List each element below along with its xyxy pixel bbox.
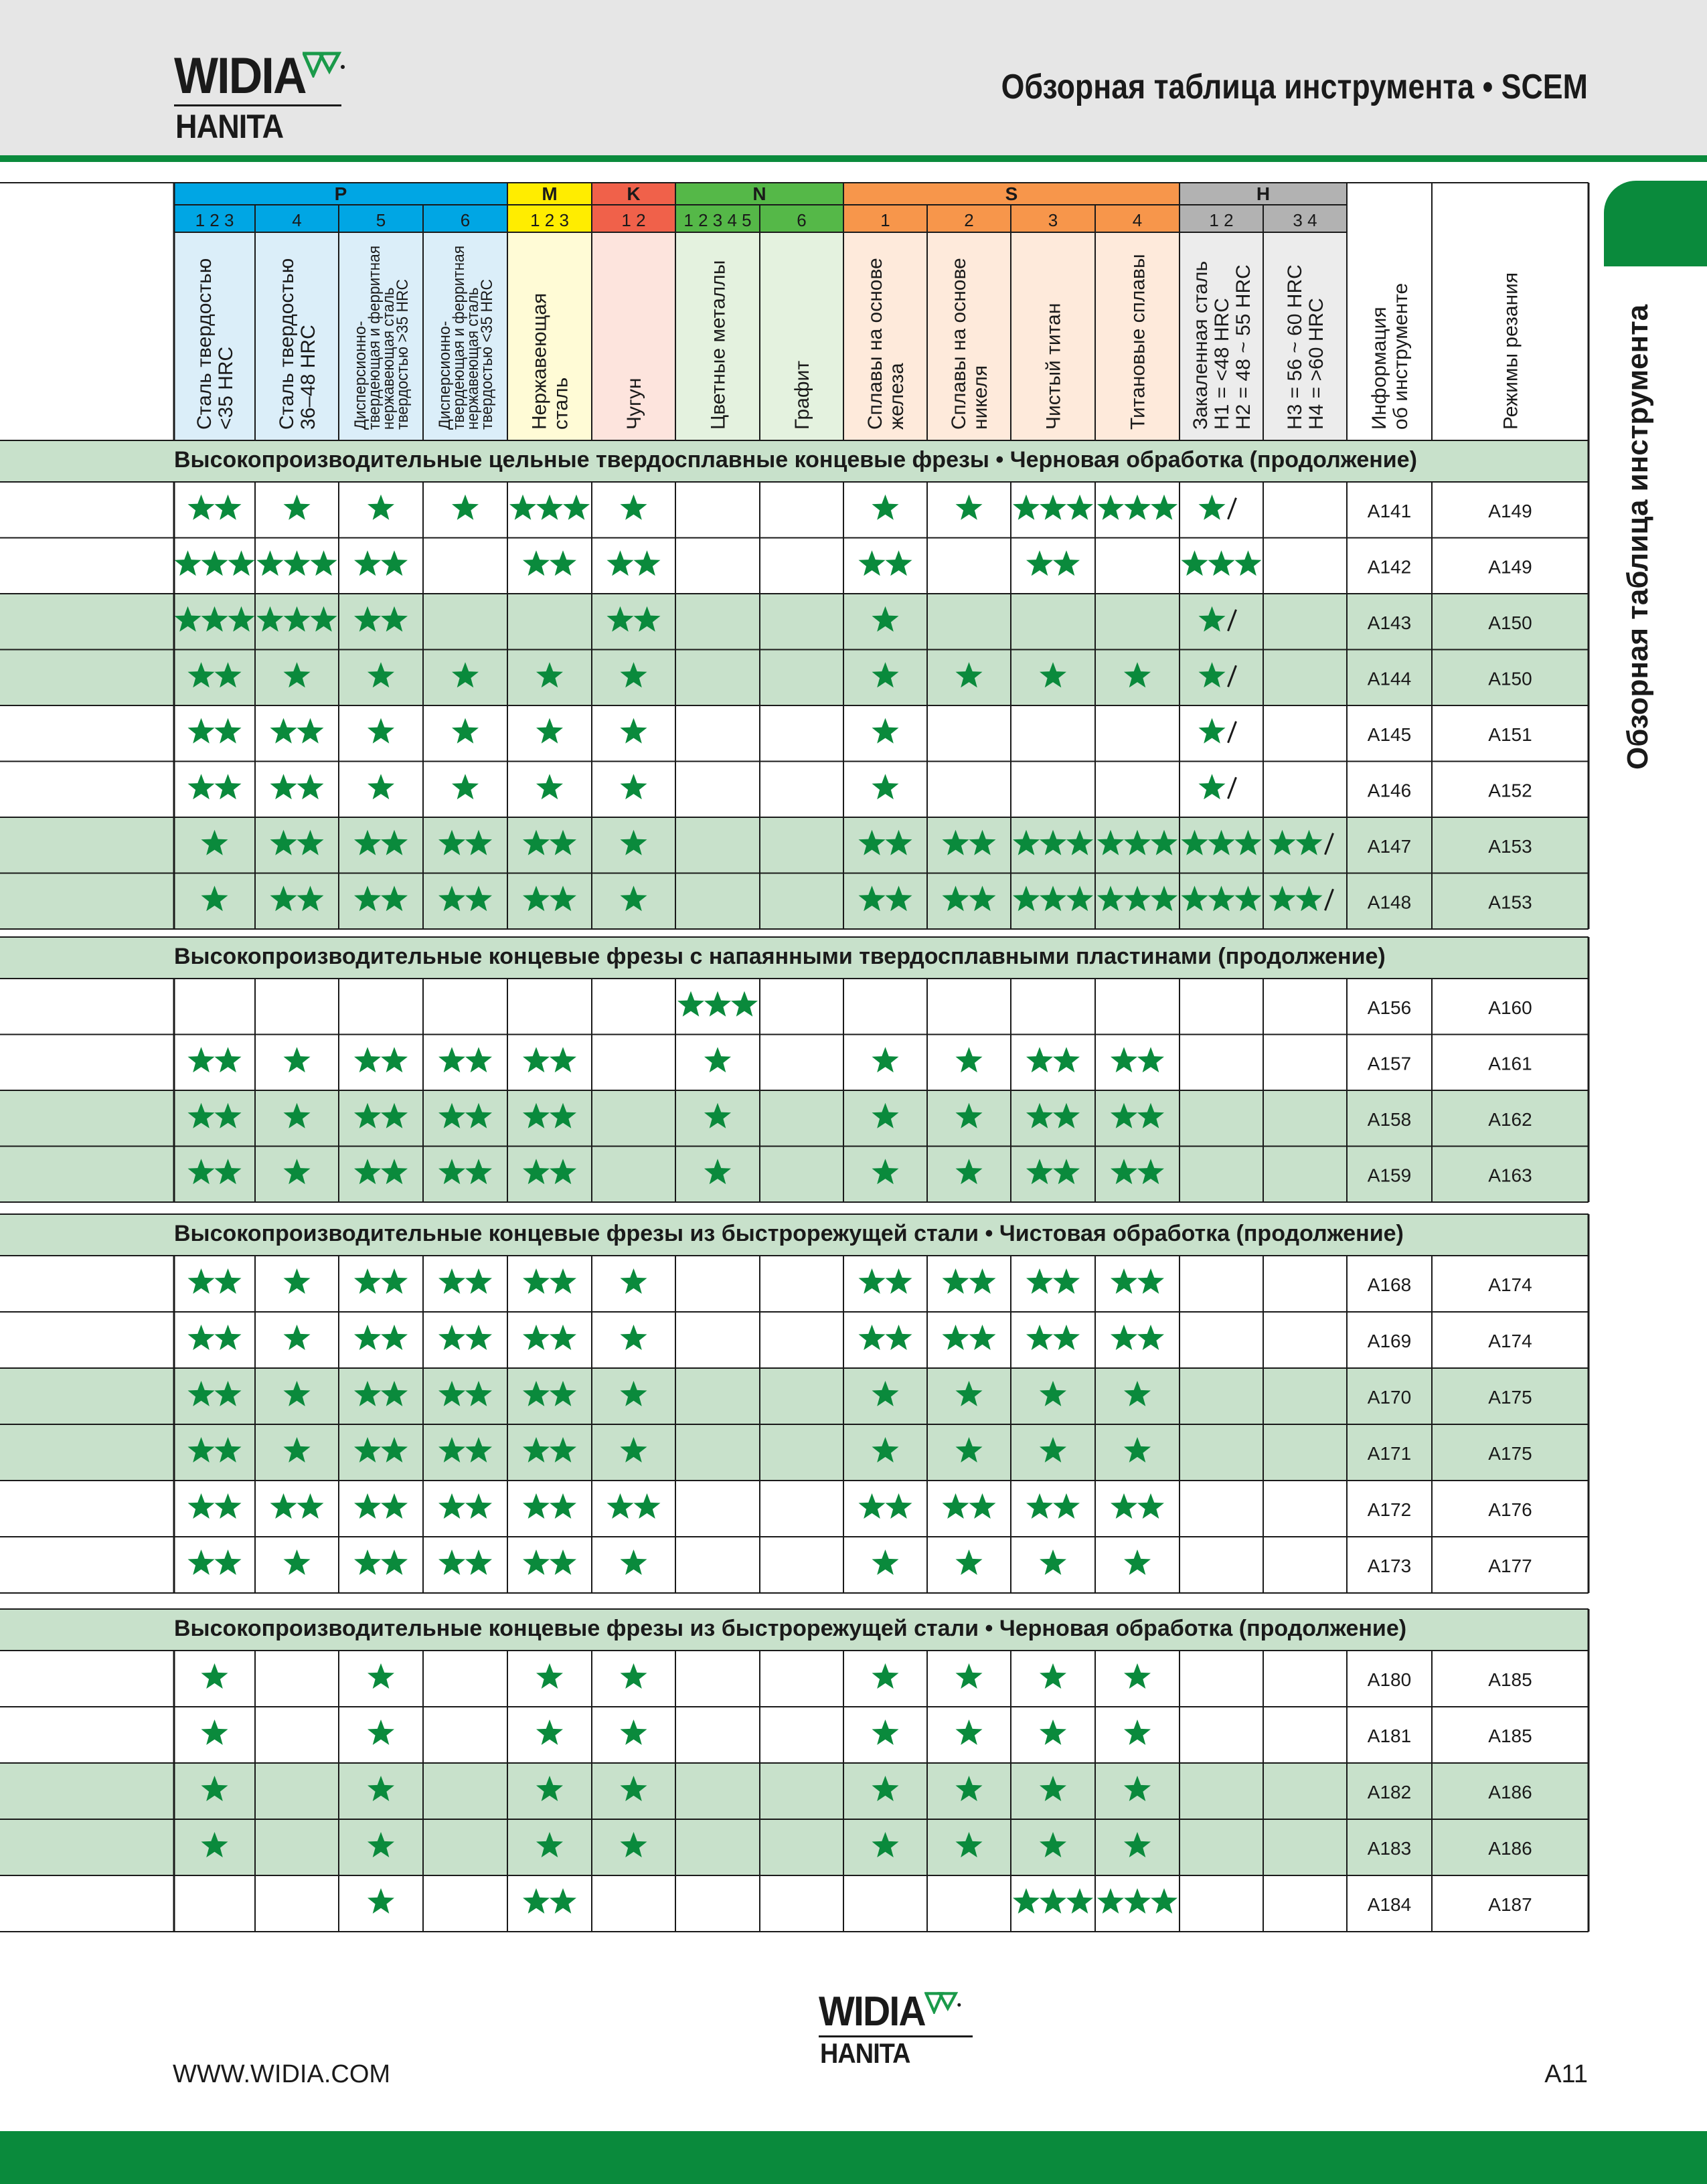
rating-star bbox=[621, 1325, 647, 1350]
cutting-data-ref: A174 bbox=[1488, 1274, 1532, 1295]
rating-star bbox=[175, 550, 201, 576]
group-label-K: K bbox=[627, 183, 641, 204]
rating-star bbox=[297, 774, 324, 799]
rating-star bbox=[536, 495, 563, 520]
rating-star bbox=[1040, 1549, 1066, 1575]
column-header-text: Закаленная сталь bbox=[1190, 260, 1212, 430]
rating-star bbox=[438, 1493, 465, 1519]
column-header-text: железа bbox=[886, 363, 908, 430]
rating-star bbox=[381, 1047, 408, 1072]
cutting-data-ref: A177 bbox=[1488, 1556, 1532, 1576]
rating-star bbox=[550, 1888, 576, 1914]
rating-star bbox=[621, 718, 647, 744]
rating-star bbox=[1026, 1325, 1053, 1350]
table-row-shade bbox=[0, 1090, 1589, 1147]
rating-star bbox=[368, 1888, 394, 1914]
rating-star bbox=[621, 1549, 647, 1575]
rating-star bbox=[1097, 495, 1124, 520]
table-row-shade bbox=[0, 650, 1589, 706]
rating-star bbox=[381, 550, 408, 576]
rating-star bbox=[368, 1719, 394, 1745]
tool-info-ref: A146 bbox=[1367, 780, 1412, 801]
column-header-text: Чугун bbox=[623, 377, 645, 430]
rating-star bbox=[550, 1493, 576, 1519]
rating-star bbox=[550, 1549, 576, 1575]
rating-star bbox=[284, 550, 311, 576]
rating-star bbox=[1182, 550, 1208, 576]
section-title: Высокопроизводительные концевые фрезы с напаянными твердосплавными пластинами (продолжение) bbox=[174, 944, 1386, 969]
tool-info-ref: A159 bbox=[1367, 1165, 1412, 1186]
rating-star bbox=[465, 1549, 492, 1575]
cutting-data-ref: A175 bbox=[1488, 1387, 1532, 1408]
column-header-text: Графит bbox=[791, 360, 813, 430]
rating-star bbox=[215, 1047, 242, 1072]
rating-star bbox=[550, 1325, 576, 1350]
tool-info-ref: A145 bbox=[1367, 724, 1412, 745]
rating-star bbox=[872, 1549, 899, 1575]
rating-star bbox=[1066, 495, 1093, 520]
rating-star bbox=[465, 1493, 492, 1519]
subgroup-label: 1 2 3 bbox=[530, 210, 569, 230]
table-row-shade bbox=[0, 1424, 1589, 1481]
tool-info-ref: A156 bbox=[1367, 997, 1412, 1018]
rating-star bbox=[563, 495, 590, 520]
tool-info-ref: A182 bbox=[1367, 1782, 1412, 1802]
page-title: Обзорная таблица инструмента • SCEM bbox=[1001, 68, 1588, 106]
rating-star bbox=[381, 1325, 408, 1350]
rating-star bbox=[438, 1047, 465, 1072]
rating-star bbox=[381, 1268, 408, 1294]
rating-star bbox=[1137, 1325, 1164, 1350]
rating-star bbox=[859, 550, 886, 576]
rating-star bbox=[1053, 1325, 1080, 1350]
rating-star bbox=[886, 1325, 912, 1350]
tool-info-ref: A172 bbox=[1367, 1499, 1412, 1520]
cutting-data-ref: A149 bbox=[1488, 500, 1532, 521]
cutting-data-ref: A187 bbox=[1488, 1894, 1532, 1915]
logo-widia-text: WIDIA bbox=[174, 48, 306, 104]
rating-star bbox=[956, 1549, 983, 1575]
column-header-text: нержавеющая сталь bbox=[379, 276, 398, 430]
rating-star bbox=[368, 718, 394, 744]
rating-star bbox=[1111, 1268, 1137, 1294]
cutting-data-ref: A162 bbox=[1488, 1108, 1532, 1130]
rating-star bbox=[1235, 550, 1262, 576]
rating-star bbox=[188, 1325, 215, 1350]
rating-star bbox=[872, 1663, 899, 1689]
subgroup-label: 1 2 3 bbox=[195, 210, 234, 230]
column-header-text: Титановые сплавы bbox=[1127, 254, 1149, 430]
rating-star bbox=[297, 718, 324, 744]
rating-star bbox=[634, 1493, 661, 1519]
page-number: A11 bbox=[1544, 2060, 1588, 2088]
cutting-data-ref: A151 bbox=[1488, 724, 1532, 745]
column-header-text: Дисперсионно- bbox=[351, 317, 370, 430]
rating-star bbox=[452, 718, 479, 744]
rating-star bbox=[536, 774, 563, 799]
footer-band bbox=[0, 2131, 1707, 2184]
rating-star bbox=[1053, 1493, 1080, 1519]
rating-star bbox=[607, 1493, 634, 1519]
column-header-text: Дисперсионно- bbox=[435, 317, 454, 430]
rating-star bbox=[297, 1493, 324, 1519]
rating-star bbox=[1111, 1047, 1137, 1072]
rating-star bbox=[284, 1549, 311, 1575]
rating-star bbox=[1040, 495, 1066, 520]
column-header-text: твердостью <35 HRC bbox=[477, 271, 496, 430]
rating-star bbox=[354, 550, 381, 576]
rating-star bbox=[859, 1325, 886, 1350]
rating-star bbox=[1199, 495, 1226, 520]
rating-star bbox=[523, 1888, 550, 1914]
column-header-text: Нержавеющая bbox=[528, 292, 551, 430]
subgroup-label: 3 bbox=[1048, 210, 1058, 230]
cutting-data-ref: A153 bbox=[1488, 892, 1532, 913]
rating-star bbox=[188, 1549, 215, 1575]
rating-star bbox=[1111, 1325, 1137, 1350]
subgroup-label: 2 bbox=[964, 210, 974, 230]
column-header-text: Сплавы на основе bbox=[864, 258, 886, 430]
cutting-data-ref: A150 bbox=[1488, 668, 1532, 689]
rating-star bbox=[872, 774, 899, 799]
rating-star bbox=[634, 550, 661, 576]
rating-star bbox=[1124, 1719, 1151, 1745]
rating-star bbox=[1124, 1888, 1151, 1914]
rating-star bbox=[257, 550, 284, 576]
column-header-text: твердеющая и ферритная bbox=[449, 234, 468, 430]
tool-info-ref: A168 bbox=[1367, 1274, 1412, 1295]
rating-star bbox=[354, 1268, 381, 1294]
column-header-text: 36–48 HRC bbox=[297, 325, 319, 430]
group-label-P: P bbox=[334, 183, 347, 204]
column-header-text: H1 = <48 HRC bbox=[1211, 298, 1233, 430]
group-label-H: H bbox=[1256, 183, 1271, 204]
rating-star bbox=[465, 1047, 492, 1072]
tool-info-ref: A141 bbox=[1367, 500, 1412, 521]
rating-star bbox=[607, 550, 634, 576]
rating-star bbox=[550, 550, 576, 576]
rating-star bbox=[1208, 550, 1235, 576]
rating-star bbox=[523, 1047, 550, 1072]
rating-star bbox=[201, 1719, 228, 1745]
rating-star bbox=[354, 1493, 381, 1519]
column-header-text: об инструменте bbox=[1390, 282, 1412, 430]
rating-star bbox=[438, 1325, 465, 1350]
rating-star bbox=[201, 550, 228, 576]
rating-star bbox=[215, 1325, 242, 1350]
rating-star bbox=[270, 718, 297, 744]
rating-star bbox=[381, 1549, 408, 1575]
column-header-text: нержавеющая сталь bbox=[463, 276, 482, 430]
cutting-data-ref: A152 bbox=[1488, 780, 1532, 801]
rating-star bbox=[215, 718, 242, 744]
column-header-text: Сталь твердостью bbox=[193, 258, 216, 430]
tool-info-ref: A142 bbox=[1367, 556, 1412, 578]
rating-star bbox=[438, 1549, 465, 1575]
rating-star bbox=[1066, 1888, 1093, 1914]
rating-star bbox=[1053, 550, 1080, 576]
column-header-text: сталь bbox=[550, 377, 572, 430]
rating-star bbox=[368, 495, 394, 520]
column-header-text: Чистый титан bbox=[1042, 303, 1065, 430]
rating-star bbox=[452, 774, 479, 799]
section-title: Высокопроизводительные концевые фрезы из быстрорежущей стали • Чистовая обработка (продолжение) bbox=[174, 1221, 1404, 1246]
rating-star bbox=[381, 1493, 408, 1519]
cutting-data-ref: A176 bbox=[1488, 1499, 1532, 1520]
rating-star bbox=[969, 1325, 996, 1350]
tool-info-ref: A148 bbox=[1367, 892, 1412, 913]
footer-logo-mark bbox=[924, 1991, 962, 2014]
column-header-text: Цветные металлы bbox=[707, 260, 730, 430]
rating-star bbox=[872, 495, 899, 520]
rating-star bbox=[886, 1268, 912, 1294]
rating-star bbox=[886, 1493, 912, 1519]
footer-url-link[interactable]: WWW.WIDIA.COM bbox=[173, 2060, 391, 2088]
rating-star bbox=[969, 1493, 996, 1519]
tool-info-ref: A180 bbox=[1367, 1669, 1412, 1690]
rating-star bbox=[284, 495, 311, 520]
rating-star bbox=[956, 495, 983, 520]
rating-star bbox=[284, 1325, 311, 1350]
cutting-data-ref: A161 bbox=[1488, 1053, 1532, 1074]
rating-star bbox=[270, 1493, 297, 1519]
rating-star bbox=[1199, 718, 1226, 744]
rating-star bbox=[536, 718, 563, 744]
table-row-shade bbox=[0, 817, 1589, 873]
rating-star bbox=[201, 1663, 228, 1689]
cutting-data-ref: A185 bbox=[1488, 1669, 1532, 1690]
tool-info-ref: A170 bbox=[1367, 1387, 1412, 1408]
rating-star bbox=[956, 1719, 983, 1745]
rating-star bbox=[311, 550, 337, 576]
footer-logo bbox=[819, 1991, 993, 2092]
group-label-N: N bbox=[752, 183, 766, 204]
cutting-data-ref: A160 bbox=[1488, 997, 1532, 1018]
rating-star bbox=[368, 774, 394, 799]
rating-star bbox=[1026, 1047, 1053, 1072]
subgroup-label: 1 2 3 4 5 bbox=[683, 210, 752, 230]
rating-star bbox=[523, 1493, 550, 1519]
cutting-data-ref: A174 bbox=[1488, 1331, 1532, 1351]
rating-star bbox=[1013, 1888, 1040, 1914]
rating-star bbox=[1026, 550, 1053, 576]
cutting-data-ref: A186 bbox=[1488, 1838, 1532, 1859]
table-row-shade bbox=[0, 1763, 1589, 1819]
rating-star bbox=[872, 1047, 899, 1072]
subgroup-label: 1 2 bbox=[621, 210, 646, 230]
rating-star bbox=[354, 1325, 381, 1350]
cutting-data-ref: A185 bbox=[1488, 1726, 1532, 1746]
rating-star bbox=[188, 1493, 215, 1519]
rating-star bbox=[1137, 1493, 1164, 1519]
footer-logo-hanita-text: HANITA bbox=[820, 2037, 910, 2069]
group-label-S: S bbox=[1005, 183, 1018, 204]
rating-star bbox=[886, 550, 912, 576]
tool-info-ref: A144 bbox=[1367, 668, 1412, 689]
rating-star bbox=[188, 1047, 215, 1072]
rating-star bbox=[1040, 1663, 1066, 1689]
rating-star bbox=[465, 1268, 492, 1294]
rating-star bbox=[284, 1268, 311, 1294]
rating-star bbox=[452, 495, 479, 520]
rating-star bbox=[550, 1047, 576, 1072]
subgroup-label: 1 bbox=[880, 210, 890, 230]
rating-star bbox=[354, 1047, 381, 1072]
column-header-text: Режимы резания bbox=[1499, 272, 1522, 430]
rating-star bbox=[215, 774, 242, 799]
rating-star bbox=[943, 1493, 969, 1519]
rating-star bbox=[215, 1549, 242, 1575]
tool-info-ref: A173 bbox=[1367, 1556, 1412, 1576]
rating-star bbox=[188, 495, 215, 520]
rating-star bbox=[1137, 1047, 1164, 1072]
rating-star bbox=[621, 1719, 647, 1745]
subgroup-label: 4 bbox=[1132, 210, 1143, 230]
subgroup-label: 4 bbox=[292, 210, 302, 230]
rating-star bbox=[969, 1268, 996, 1294]
group-label-M: M bbox=[542, 183, 558, 204]
rating-slash bbox=[1228, 498, 1236, 519]
rating-star bbox=[1040, 1719, 1066, 1745]
rating-star bbox=[731, 991, 758, 1017]
rating-star bbox=[368, 1663, 394, 1689]
rating-star bbox=[523, 1268, 550, 1294]
rating-star bbox=[215, 1493, 242, 1519]
tool-info-ref: A157 bbox=[1367, 1053, 1412, 1074]
rating-star bbox=[1053, 1268, 1080, 1294]
rating-star bbox=[1199, 774, 1226, 799]
table-row-shade bbox=[0, 1147, 1589, 1203]
rating-star bbox=[228, 550, 255, 576]
rating-star bbox=[1026, 1268, 1053, 1294]
table-row-shade bbox=[0, 1819, 1589, 1875]
rating-star bbox=[188, 774, 215, 799]
rating-star bbox=[536, 1663, 563, 1689]
column-header-text: H3 = 56 ~ 60 HRC bbox=[1284, 264, 1306, 430]
rating-star bbox=[704, 991, 731, 1017]
subgroup-label: 6 bbox=[797, 210, 807, 230]
rating-star bbox=[1137, 1268, 1164, 1294]
column-header-text: Информация bbox=[1368, 307, 1390, 430]
rating-star bbox=[621, 1663, 647, 1689]
rating-star bbox=[1026, 1493, 1053, 1519]
tool-info-ref: A158 bbox=[1367, 1108, 1412, 1130]
rating-star bbox=[536, 1719, 563, 1745]
table-row-shade bbox=[0, 873, 1589, 930]
rating-star bbox=[215, 1268, 242, 1294]
cutting-data-ref: A163 bbox=[1488, 1165, 1532, 1186]
rating-star bbox=[943, 1268, 969, 1294]
rating-star bbox=[621, 495, 647, 520]
rating-star bbox=[1013, 495, 1040, 520]
rating-star bbox=[1124, 1663, 1151, 1689]
rating-star bbox=[1040, 1888, 1066, 1914]
tool-info-ref: A171 bbox=[1367, 1443, 1412, 1464]
cutting-data-ref: A153 bbox=[1488, 835, 1532, 857]
rating-star bbox=[872, 1719, 899, 1745]
rating-star bbox=[1151, 1888, 1177, 1914]
tool-info-ref: A143 bbox=[1367, 612, 1412, 633]
column-header-text: Сталь твердостью bbox=[276, 258, 298, 430]
rating-star bbox=[943, 1325, 969, 1350]
rating-star bbox=[956, 1663, 983, 1689]
cutting-data-ref: A175 bbox=[1488, 1443, 1532, 1464]
rating-star bbox=[523, 1549, 550, 1575]
section-title: Высокопроизводительные концевые фрезы из быстрорежущей стали • Черновая обработка (продолжение) bbox=[174, 1616, 1407, 1641]
column-header-text: Сплавы на основе bbox=[948, 258, 970, 430]
rating-star bbox=[523, 550, 550, 576]
subgroup-label: 5 bbox=[376, 210, 386, 230]
tool-info-ref: A181 bbox=[1367, 1726, 1412, 1746]
column-header-text: H2 = 48 ~ 55 HRC bbox=[1232, 264, 1254, 430]
rating-star bbox=[621, 774, 647, 799]
side-tab-label: Обзорная таблица инструмента bbox=[1621, 304, 1654, 770]
rating-star bbox=[215, 495, 242, 520]
footer-logo-widia-text: WIDIA bbox=[819, 1989, 925, 2035]
rating-star bbox=[1053, 1047, 1080, 1072]
subgroup-label: 6 bbox=[460, 210, 471, 230]
column-header-text: твердеющая и ферритная bbox=[365, 234, 384, 430]
cutting-data-ref: A149 bbox=[1488, 556, 1532, 578]
rating-star bbox=[859, 1493, 886, 1519]
rating-star bbox=[188, 718, 215, 744]
cutting-data-ref: A186 bbox=[1488, 1782, 1532, 1802]
rating-star bbox=[677, 991, 704, 1017]
rating-star bbox=[550, 1268, 576, 1294]
rating-slash bbox=[1228, 777, 1236, 799]
rating-star bbox=[1151, 495, 1177, 520]
rating-star bbox=[523, 1325, 550, 1350]
tool-info-ref: A184 bbox=[1367, 1894, 1412, 1915]
tool-info-ref: A183 bbox=[1367, 1838, 1412, 1859]
tool-info-ref: A169 bbox=[1367, 1331, 1412, 1351]
column-header-text: H4 = >60 HRC bbox=[1305, 298, 1327, 430]
rating-star bbox=[188, 1268, 215, 1294]
rating-star bbox=[1124, 495, 1151, 520]
rating-star bbox=[1124, 1549, 1151, 1575]
logo-hanita-text: HANITA bbox=[175, 108, 284, 145]
rating-star bbox=[465, 1325, 492, 1350]
tool-info-ref: A147 bbox=[1367, 835, 1412, 857]
rating-star bbox=[1111, 1493, 1137, 1519]
rating-star bbox=[284, 1047, 311, 1072]
rating-star bbox=[859, 1268, 886, 1294]
rating-star bbox=[270, 774, 297, 799]
rating-star bbox=[354, 1549, 381, 1575]
rating-star bbox=[704, 1047, 731, 1072]
cutting-data-ref: A150 bbox=[1488, 612, 1532, 633]
rating-slash bbox=[1228, 722, 1236, 743]
column-header-text: никеля bbox=[969, 365, 991, 430]
subgroup-label: 3 4 bbox=[1293, 210, 1317, 230]
column-header-text: твердостью >35 HRC bbox=[393, 271, 412, 430]
rating-star bbox=[509, 495, 536, 520]
rating-star bbox=[1097, 1888, 1124, 1914]
table-row-shade bbox=[0, 1368, 1589, 1424]
rating-star bbox=[438, 1268, 465, 1294]
column-header-text: <35 HRC bbox=[215, 346, 237, 430]
subgroup-label: 1 2 bbox=[1209, 210, 1234, 230]
rating-star bbox=[872, 718, 899, 744]
rating-star bbox=[956, 1047, 983, 1072]
rating-star bbox=[621, 1268, 647, 1294]
section-title: Высокопроизводительные цельные твердосплавные концевые фрезы • Черновая обработка (продолжение) bbox=[174, 447, 1417, 473]
